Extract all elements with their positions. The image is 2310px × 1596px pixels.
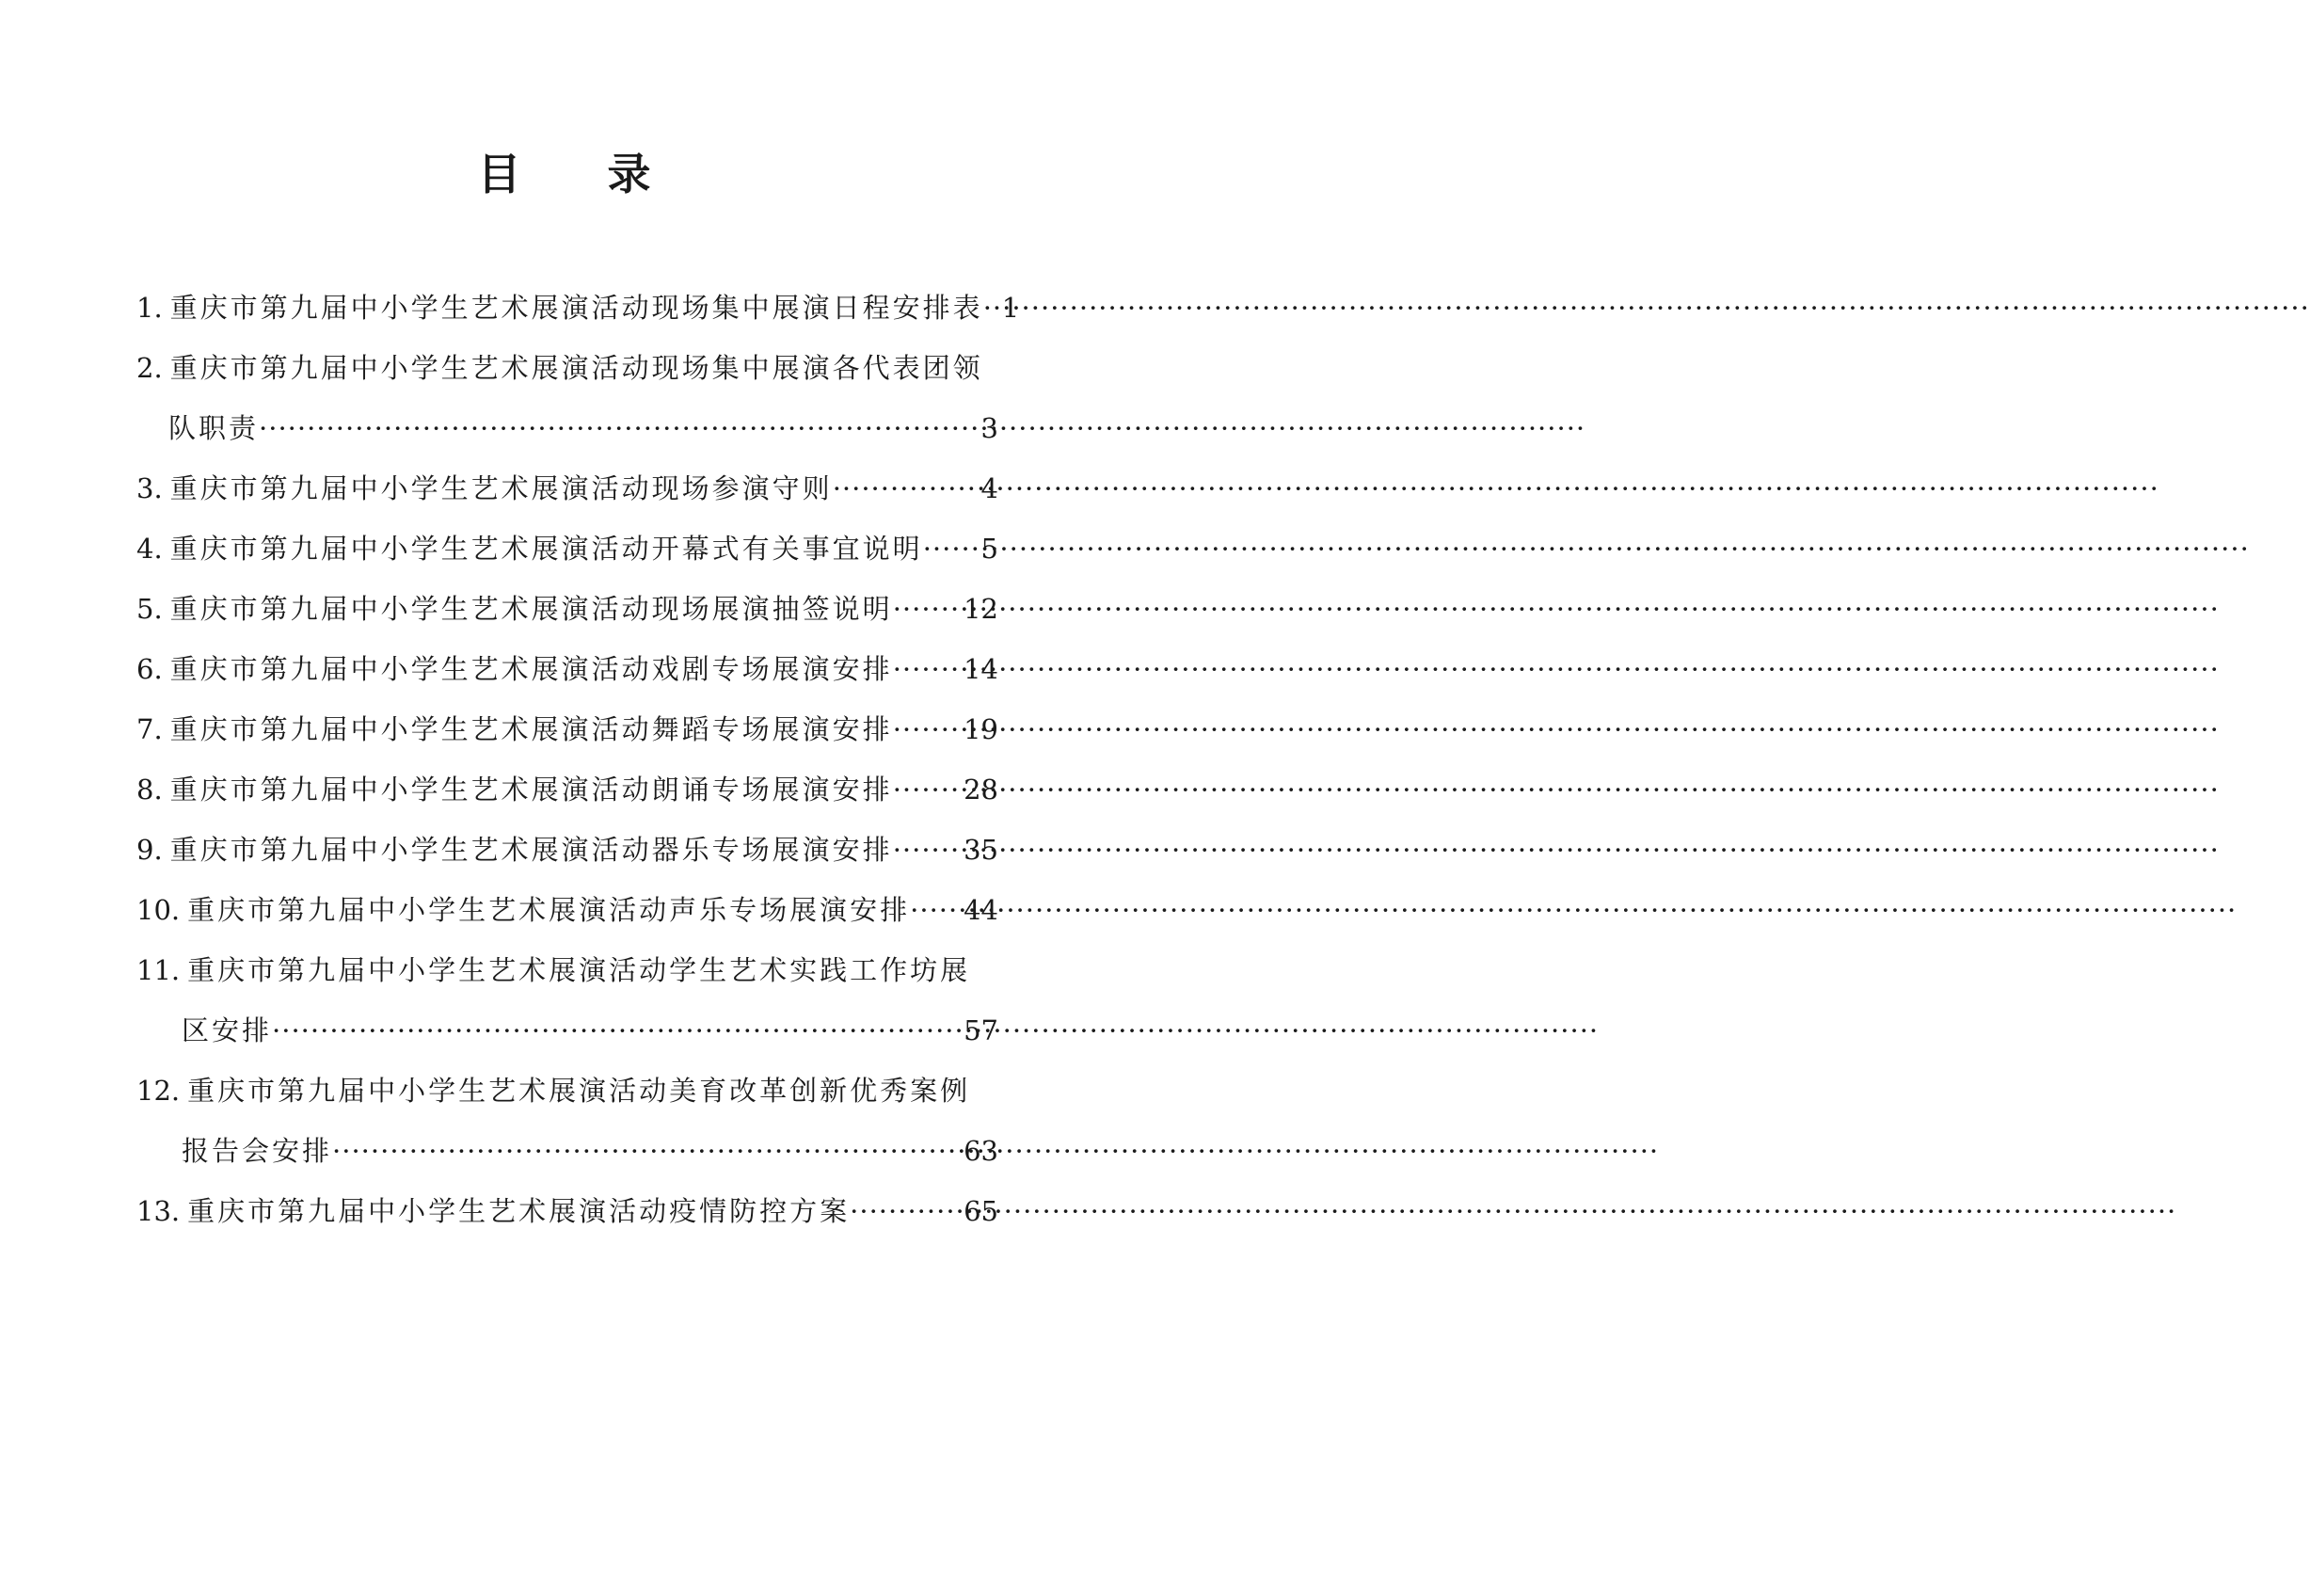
toc-entry-title-line2: 队职责 <box>168 412 260 444</box>
toc-entry-1[interactable] <box>136 278 1020 338</box>
toc-entry-number: 10. <box>136 894 181 926</box>
toc-entry-title: 重庆市第九届中小学生艺术展演活动戏剧专场展演安排 <box>169 653 893 685</box>
toc-entry-page: 5 <box>980 533 998 565</box>
toc-entry-number: 13. <box>136 1195 181 1227</box>
toc-entry-number: 3. <box>136 472 163 504</box>
toc-entry-page: 63 <box>964 1135 998 1167</box>
toc-leader-dots <box>983 278 1002 338</box>
toc-entry-11[interactable] <box>136 940 998 1061</box>
toc-entry-number: 12. <box>136 1075 181 1107</box>
toc-leader-dots <box>910 880 964 940</box>
toc-entry-12[interactable] <box>136 1061 998 1181</box>
toc-entry-5[interactable] <box>136 579 998 639</box>
toc-entry-title: 重庆市第九届中小学生艺术展演活动疫情防控方案 <box>187 1195 851 1227</box>
toc-entry-title-line1: 重庆市第九届中小学生艺术展演活动美育改革创新优秀案例 <box>187 1075 971 1107</box>
table-of-contents <box>136 278 1020 1241</box>
toc-leader-dots <box>332 1121 964 1181</box>
toc-entry-page: 44 <box>964 894 998 926</box>
toc-entry-number: 2. <box>136 352 163 384</box>
toc-entry-number: 5. <box>136 593 163 625</box>
toc-entry-number: 9. <box>136 834 163 866</box>
toc-entry-title-line1: 重庆市第九届中小学生艺术展演活动学生艺术实践工作坊展 <box>187 954 971 986</box>
toc-entry-2[interactable] <box>136 338 998 458</box>
toc-entry-title-line2: 报告会安排 <box>182 1135 333 1167</box>
toc-entry-page: 57 <box>964 1014 998 1046</box>
toc-entry-number: 1. <box>136 292 163 324</box>
toc-entry-title: 重庆市第九届中小学生艺术展演活动现场展演抽签说明 <box>169 593 893 625</box>
toc-entry-page: 35 <box>964 834 998 866</box>
toc-entry-number: 4. <box>136 533 163 565</box>
toc-entry-title: 重庆市第九届中小学生艺术展演活动开幕式有关事宜说明 <box>169 533 923 565</box>
toc-leader-dots <box>893 699 964 759</box>
toc-entry-page: 12 <box>964 593 998 625</box>
toc-entry-page: 3 <box>980 412 998 444</box>
toc-entry-13[interactable] <box>136 1181 998 1241</box>
toc-leader-dots <box>272 1000 964 1061</box>
toc-entry-page: 4 <box>980 472 998 504</box>
toc-entry-title: 重庆市第九届中小学生艺术展演活动舞蹈专场展演安排 <box>169 713 893 745</box>
toc-entry-number: 11. <box>136 954 181 986</box>
toc-entry-title: 重庆市第九届中小学生艺术展演活动器乐专场展演安排 <box>169 834 893 866</box>
toc-entry-page: 1 <box>1001 292 1020 324</box>
toc-entry-6[interactable] <box>136 639 998 699</box>
toc-leader-dots <box>893 759 964 820</box>
toc-entry-number: 8. <box>136 774 163 806</box>
toc-leader-dots <box>893 639 964 699</box>
toc-entry-number: 6. <box>136 653 163 685</box>
toc-entry-number: 7. <box>136 713 163 745</box>
toc-entry-page: 65 <box>964 1195 998 1227</box>
toc-leader-dots <box>259 398 981 458</box>
toc-leader-dots <box>923 519 981 579</box>
toc-entry-4[interactable] <box>136 519 998 579</box>
toc-entry-10[interactable] <box>136 880 998 940</box>
toc-entry-title: 重庆市第九届中小学生艺术展演活动现场参演守则 <box>169 472 833 504</box>
toc-entry-8[interactable] <box>136 759 998 820</box>
toc-entry-title-line1: 重庆市第九届中小学生艺术展演活动现场集中展演各代表团领 <box>169 352 983 384</box>
toc-entry-3[interactable] <box>136 458 998 519</box>
toc-entry-title: 重庆市第九届中小学生艺术展演活动朗诵专场展演安排 <box>169 774 893 806</box>
toc-entry-page: 14 <box>964 653 998 685</box>
toc-entry-title: 重庆市第九届中小学生艺术展演活动现场集中展演日程安排表 <box>169 292 983 324</box>
toc-entry-9[interactable] <box>136 820 998 880</box>
toc-leader-dots <box>850 1181 964 1241</box>
toc-leader-dots <box>893 820 964 880</box>
toc-entry-title-line2: 区安排 <box>182 1014 273 1046</box>
toc-entry-7[interactable] <box>136 699 998 759</box>
toc-leader-dots <box>893 579 964 639</box>
toc-leader-dots <box>833 458 981 519</box>
document-page <box>0 0 1128 1596</box>
toc-entry-title: 重庆市第九届中小学生艺术展演活动声乐专场展演安排 <box>187 894 911 926</box>
toc-entry-page: 28 <box>964 774 998 806</box>
toc-entry-page: 19 <box>964 713 998 745</box>
page-title: 目 录 <box>477 149 687 200</box>
